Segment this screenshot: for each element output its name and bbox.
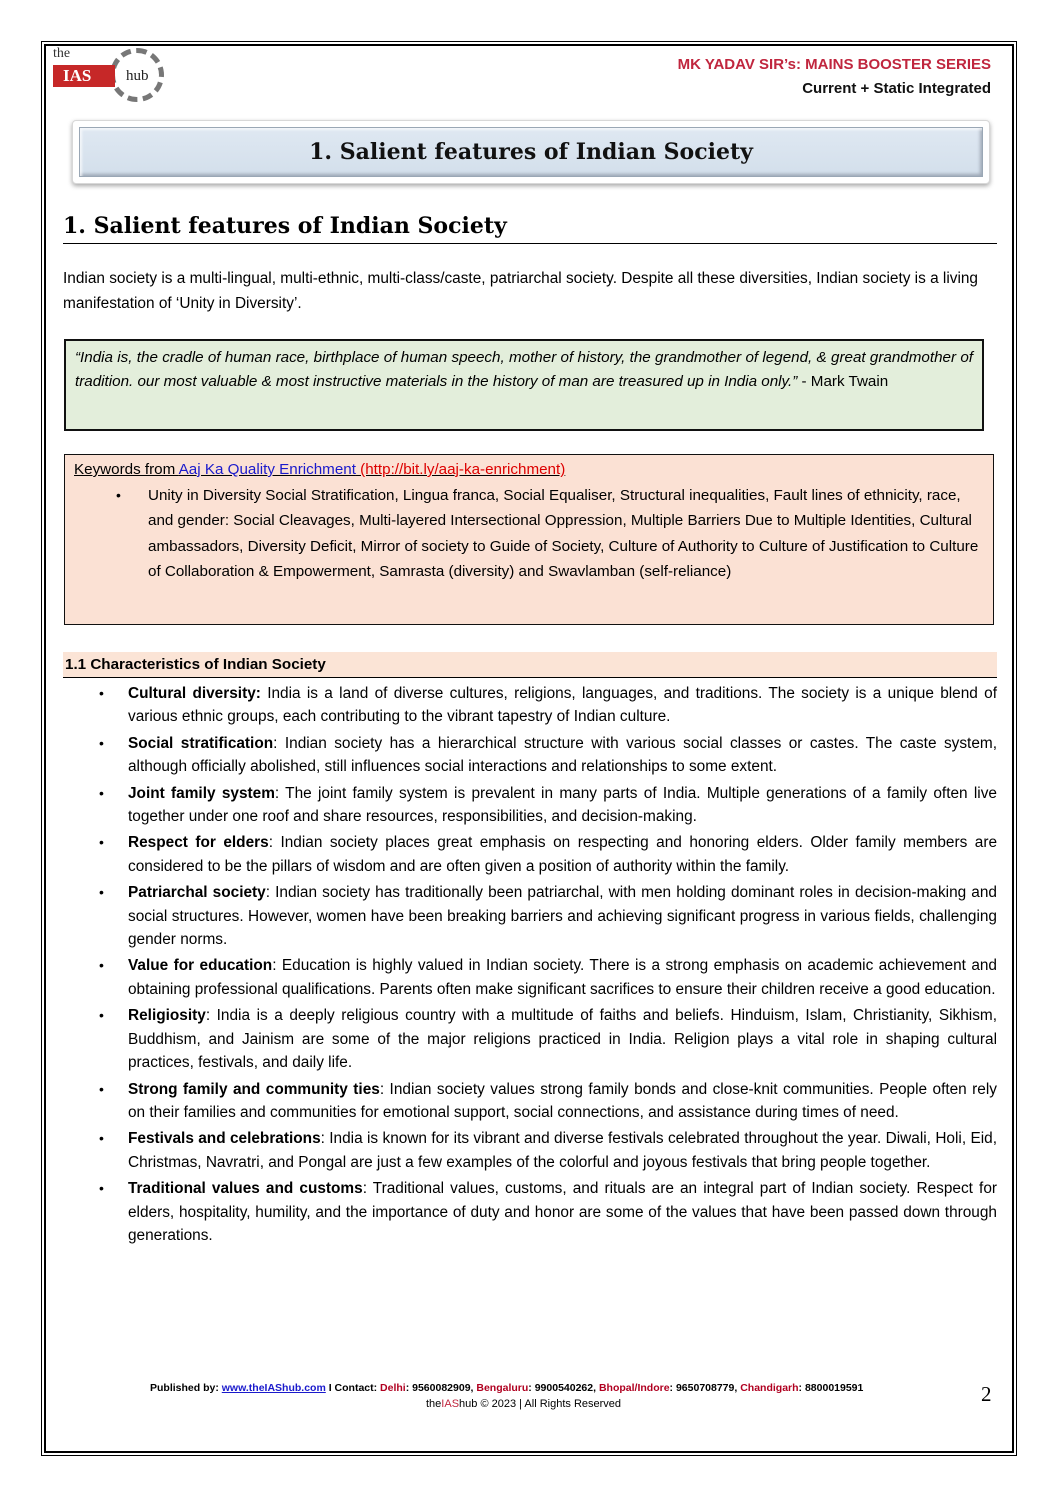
enrichment-link[interactable]: Aaj Ka Quality Enrichment (178, 461, 356, 478)
list-item: • Value for education: Education is highly valued in Indian society. There is a strong emphasis on academic achievement and obtaining professional qualifications. Parents often make significant sacrifices to ensure their children receive a good education. (63, 954, 997, 1001)
website-link[interactable]: www.theIAShub.com (221, 1382, 326, 1394)
bullet-icon: • (99, 957, 104, 974)
bullet-icon: • (99, 884, 104, 901)
bullet-icon: • (116, 486, 121, 503)
bullet-icon: • (99, 1080, 104, 1097)
enrichment-url-link[interactable]: (http://bit.ly/aaj-ka-enrichment) (355, 461, 566, 478)
list-item: • Social stratification: Indian society has a hierarchical structure with various social classes or castes. The caste system, although officially abolished, still influences social interactions and relationships to some extent. (63, 732, 997, 779)
logo-the-text: the (53, 46, 71, 61)
bullet-icon: • (99, 834, 104, 851)
list-item: • Strong family and community ties: Indian society values strong family bonds and close-knit communities. People often rely on their families and communities for emotional support, social connections, and assistance during times of need. (63, 1078, 997, 1125)
keywords-list (116, 483, 984, 585)
logo-ias-text: IAS (53, 65, 115, 87)
list-item: • Traditional values and customs: Traditional values, customs, and rituals are an integral part of Indian society. Respect for elders, hospitality, humility, and the importance of duty and honor are some of the values that have been passed down through generations. (63, 1177, 997, 1247)
list-item: • Patriarchal society: Indian society has traditionally been patriarchal, with men holding dominant roles in decision-making and social structures. However, women have been breaking barriers and achieving significant progress in various fields, challenging gender norms. (63, 881, 997, 951)
keywords-box (64, 454, 994, 625)
series-title: MK YADAV SIR’s: MAINS BOOSTER SERIES (677, 56, 991, 73)
contact-phone: : 9560082909, (405, 1382, 477, 1394)
footer-contact: Published by: www.theIAShub.com I Contact: Delhi: 9560082909, Bengaluru: 9900540262, Bhopal/Indore: 9650708779, Chandigarh: 8800019591 (150, 1382, 864, 1394)
contact-city: Bhopal/Indore (598, 1382, 670, 1394)
section-heading: 1. Salient features of Indian Society (63, 210, 997, 244)
banner-title: 1. Salient features of Indian Society (309, 139, 753, 165)
quote-text: “India is, the cradle of human race, birthplace of human speech, mother of history, the grandmother of legend, & great grandmother of tradition. our most valuable & most instructive materials in the history of man are treasured up in India only.” (75, 349, 973, 390)
ias-hub-logo (53, 46, 165, 106)
list-item: • Joint family system: The joint family system is prevalent in many parts of India. Multiple generations of a family often live together under one roof and share resources, responsibilities, and decision-making. (63, 782, 997, 829)
contact-city: Delhi (380, 1382, 406, 1394)
keyword-item: • Unity in Diversity Social Stratification, Lingua franca, Social Equaliser, Structural inequalities, Fault lines of ethnicity, race, and gender: Social Cleavages, Multi-layered Intersectional Oppression, Multiple Barriers Due to Multiple Identities, Cultural ambassadors, Diversity Deficit, Mirror of society to Guide of Society, Culture of Authority to Culture of Justification to Culture of Collaboration & Empowerment, Samrasta (diversity) and Swavlamban (self-reliance) (116, 483, 984, 585)
quote-author: - Mark Twain (797, 373, 889, 390)
list-item: • Cultural diversity: India is a land of diverse cultures, religions, languages, and traditions. The society is a unique blend of various ethnic groups, each contributing to the vibrant tapestry of Indian culture. (63, 682, 997, 729)
keywords-heading (74, 457, 984, 483)
series-subtitle: Current + Static Integrated (802, 80, 991, 97)
title-banner (72, 120, 990, 184)
bullet-icon: • (99, 784, 104, 801)
bullet-icon: • (99, 685, 104, 701)
quote-box (64, 339, 984, 431)
footer-copyright: theIAShub © 2023 | All Rights Reserved (426, 1398, 622, 1410)
bullet-icon: • (99, 1007, 104, 1024)
subsection-heading: 1.1 Characteristics of Indian Society (63, 652, 997, 678)
list-item: • Festivals and celebrations: India is known for its vibrant and diverse festivals celebrated throughout the year. Diwali, Holi, Eid, Christmas, Navratri, and Pongal are just a few examples of the colorful and joyous festivals that bring people together. (63, 1127, 997, 1174)
characteristics-list (63, 682, 997, 1250)
list-item: • Religiosity: India is a deeply religious country with a multitude of faiths and beliefs. Hinduism, Islam, Christianity, Sikhism, Buddhism, and Jainism are some of the major religions practiced in India. Religion plays a vital role in shaping cultural practices, festivals, and daily life. (63, 1004, 997, 1074)
bullet-icon: • (99, 734, 104, 751)
contact-city: Bengaluru (476, 1382, 529, 1394)
logo-hub-text: hub (126, 68, 149, 84)
contact-phone: : 9900540262, (528, 1382, 599, 1394)
list-item: • Respect for elders: Indian society places great emphasis on respecting and honoring elders. Older family members are considered to be the pillars of wisdom and are often given a position of authority within the family. (63, 831, 997, 878)
keywords-prefix: Keywords from (74, 461, 179, 478)
page-number: 2 (981, 1382, 992, 1406)
contact-phone: : 9650708779, (669, 1382, 741, 1394)
contact-city: Chandigarh (740, 1382, 799, 1394)
intro-paragraph: Indian society is a multi-lingual, multi-ethnic, multi-class/caste, patriarchal society. Despite all these diversities, Indian society is a living manifestation of ‘Unity in Diversity’. (63, 270, 978, 312)
contact-phone: : 8800019591 (798, 1382, 864, 1394)
bullet-icon: • (99, 1130, 104, 1147)
bullet-icon: • (99, 1180, 104, 1197)
